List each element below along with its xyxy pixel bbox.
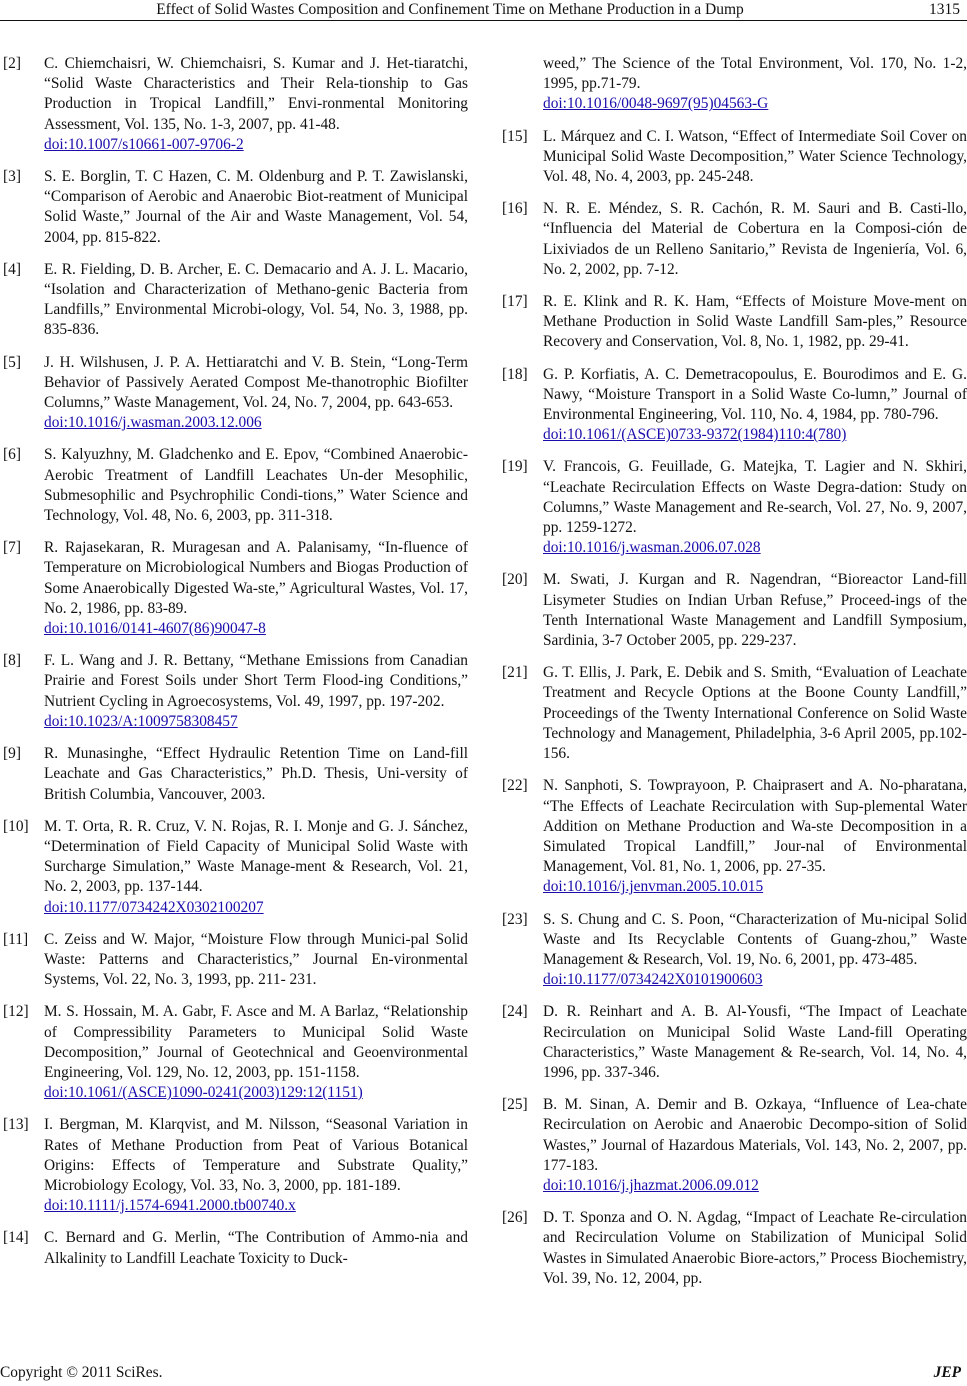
- reference-number: [19]: [502, 458, 528, 476]
- running-title: Effect of Solid Wastes Composition and Confinement Time on Methane Production in a Dump: [156, 1, 744, 18]
- reference-number: [11]: [3, 930, 29, 948]
- reference-number: [16]: [502, 200, 528, 218]
- reference-number: [24]: [502, 1003, 528, 1021]
- doi-link[interactable]: doi:10.1016/j.wasman.2003.12.006: [44, 414, 262, 432]
- doi-link[interactable]: doi:10.1007/s10661-007-9706-2: [44, 135, 244, 153]
- reference-text: J. H. Wilshusen, J. P. A. Hettiaratchi and V. B. Stein, “Long-Term Behavior of Passively Aerated Compost Me-thanotrophic Biofilter Columns,” Waste Management, Vol. 24, No. 7, 2004, pp. 643-653.: [44, 353, 468, 412]
- reference-item: [502, 365, 967, 446]
- reference-text: C. Zeiss and W. Major, “Moisture Flow through Munici-pal Solid Waste: Patterns and Characteristics,” Journal En-vironmental Systems, Vol. 22, No. 3, 1993, pp. 211- 231.: [44, 930, 468, 989]
- reference-text: D. R. Reinhart and A. B. Al-Yousfi, “The Impact of Leachate Recirculation on Municipal Solid Waste Land-fill Operating Characteristics,” Waste Management & Re-search, Vol. 14, No. 4, 1996, pp. 337-346.: [543, 1003, 967, 1081]
- reference-number: [5]: [3, 353, 21, 371]
- reference-item: [502, 1095, 967, 1196]
- reference-text: R. E. Klink and R. K. Ham, “Effects of Moisture Move-ment on Methane Production in Solid Waste Landfill Sam-ples,” Resource Recovery and Conservation, Vol. 8, No. 1, 1982, pp. 29-41.: [543, 293, 967, 351]
- reference-number: [12]: [3, 1003, 29, 1021]
- doi-link[interactable]: doi:10.1177/0734242X0302100207: [44, 898, 264, 916]
- reference-text: F. L. Wang and J. R. Bettany, “Methane Emissions from Canadian Prairie and Forest Soils under Short Term Flood-ing Conditions,” Nutrient Cycling in Agroecosystems, Vol. 49, 1997, pp. 197-202.: [44, 652, 468, 710]
- reference-text: R. Munasinghe, “Effect Hydraulic Retention Time on Land-fill Leachate and Gas Characteristics,” Ph.D. Thesis, Uni-versity of British Columbia, Vancouver, 2003.: [44, 745, 468, 803]
- reference-text: M. S. Hossain, M. A. Gabr, F. Asce and M. A Barlaz, “Relationship of Compressibility Parameters to Municipal Solid Waste Decomposition,” Journal of Geotechnical and Geoenvironmental Engineering, Vol. 129, No. 12, 2003, pp. 151-1158.: [44, 1003, 468, 1081]
- reference-number: [10]: [3, 817, 29, 835]
- reference-item: [3, 1002, 468, 1103]
- reference-number: [8]: [3, 652, 21, 670]
- reference-item: [3, 1228, 468, 1268]
- reference-item: [502, 663, 967, 764]
- reference-number: [3]: [3, 168, 21, 186]
- reference-number: [21]: [502, 664, 528, 682]
- doi-link[interactable]: doi:10.1061/(ASCE)1090-0241(2003)129:12(1151): [44, 1084, 363, 1102]
- reference-text: N. Sanphoti, S. Towprayoon, P. Chaiprasert and A. No-pharatana, “The Effects of Leachate Recirculation with Sup-plemental Water Addition on Methane Production and Wa-ste Decomposition in a Simulated Tropical Landfill,” Jour-nal of Environmental Management, Vol. 81, No. 1, 2006, pp. 27-35.: [543, 777, 967, 876]
- reference-item: [3, 445, 468, 526]
- reference-text: L. Márquez and C. I. Watson, “Effect of Intermediate Soil Cover on Municipal Solid Waste Decomposition,” Water Science Technology, Vol. 48, No. 4, 2003, pp. 245-248.: [543, 127, 967, 186]
- copyright-notice: Copyright © 2011 SciRes.: [0, 1364, 163, 1381]
- reference-number: [2]: [3, 55, 21, 72]
- reference-text: S. S. Chung and C. S. Poon, “Characterization of Mu-nicipal Solid Waste and Its Recyclable Contents of Guang-zhou,” Waste Management & Research, Vol. 19, No. 6, 2001, pp. 473-485.: [543, 910, 967, 968]
- reference-item: [3, 54, 468, 155]
- reference-number: [15]: [502, 127, 528, 145]
- reference-text: S. E. Borglin, T. C Hazen, C. M. Oldenburg and P. T. Zawislanski, “Comparison of Aerobic and Anaerobic Biot-reatment of Municipal Solid Waste,” Journal of the Air and Waste Management, Vol. 54, 2004, pp. 815-822.: [44, 168, 468, 246]
- reference-item: [3, 353, 468, 434]
- reference-item: [3, 1115, 468, 1216]
- reference-item: [502, 54, 967, 115]
- doi-link[interactable]: doi:10.1016/j.wasman.2006.07.028: [543, 539, 761, 557]
- reference-number: [4]: [3, 260, 21, 278]
- reference-text: B. M. Sinan, A. Demir and B. Ozkaya, “Influence of Lea-chate Recirculation on Aerobic and Anaerobic Decompo-sition of Solid Wastes,” Journal of Hazardous Materials, Vol. 143, No. 2, 2007, pp. 177-183.: [543, 1096, 967, 1174]
- reference-item: [502, 457, 967, 558]
- reference-item: [3, 538, 468, 639]
- reference-item: [502, 910, 967, 991]
- reference-number: [14]: [3, 1229, 29, 1247]
- reference-text: D. T. Sponza and O. N. Agdag, “Impact of Leachate Re-circulation and Recirculation Volume on Stabilization of Municipal Solid Wastes in Simulated Anaerobic Biore-actors,” Process Biochemistry, Vol. 39, No. 12, 2004, pp.: [543, 1209, 967, 1287]
- reference-text: N. R. E. Méndez, S. R. Cachón, R. M. Sauri and B. Casti-llo, “Influencia del Material de Cobertura en la Composi-ción de Lixiviados de un Relleno Sanitario,” Revista de Ingeniería, Vol. 6, No. 2, 2002, pp. 7-12.: [543, 200, 967, 278]
- reference-number: [18]: [502, 365, 528, 383]
- references-column-right: [502, 54, 967, 1301]
- page-header: [0, 0, 967, 22]
- header-rule: [0, 20, 967, 21]
- reference-number: [23]: [502, 910, 528, 928]
- doi-link[interactable]: doi:10.1023/A:1009758308457: [44, 712, 238, 730]
- doi-link[interactable]: doi:10.1016/j.jhazmat.2006.09.012: [543, 1176, 759, 1194]
- reference-text: weed,” The Science of the Total Environment, Vol. 170, No. 1-2, 1995, pp.71-79.: [543, 55, 967, 93]
- reference-number: [20]: [502, 571, 528, 589]
- reference-number: [7]: [3, 539, 21, 557]
- reference-text: C. Bernard and G. Merlin, “The Contribution of Ammo-nia and Alkalinity to Landfill Leachate Toxicity to Duck-: [44, 1229, 468, 1267]
- reference-text: V. Francois, G. Feuillade, G. Matejka, T. Lagier and N. Skhiri, “Leachate Recirculation Effects on Waste Degra-dation: Study on Columns,” Waste Management and Re-search, Vol. 27, No. 9, 2007, pp. 1259-1272.: [543, 458, 967, 537]
- reference-text: R. Rajasekaran, R. Muragesan and A. Palanisamy, “In-fluence of Temperature on Microbiological Numbers and Biogas Production of Some Anaerobically Digested Wa-ste,” Agricultural Wastes, Vol. 17, No. 2, 1986, pp. 83-89.: [44, 539, 468, 617]
- reference-item: [3, 930, 468, 991]
- reference-item: [502, 776, 967, 897]
- reference-item: [502, 127, 967, 188]
- reference-item: [3, 260, 468, 341]
- reference-number: [6]: [3, 446, 21, 464]
- reference-item: [502, 570, 967, 651]
- reference-number: [22]: [502, 777, 528, 795]
- page-number: 1315: [929, 1, 960, 18]
- reference-item: [502, 199, 967, 280]
- doi-link[interactable]: doi:10.1177/0734242X0101900603: [543, 971, 763, 989]
- reference-text: G. P. Korfiatis, A. C. Demetracopoulus, E. Bourodimos and E. G. Nawy, “Moisture Transport in a Solid Waste Co-lumn,” Journal of Environmental Engineering, Vol. 110, No. 4, 1984, pp. 780-796.: [543, 365, 967, 424]
- reference-number: [9]: [3, 745, 21, 763]
- reference-text: S. Kalyuzhny, M. Gladchenko and E. Epov, “Combined Anaerobic-Aerobic Treatment of Landfill Leachates Un-der Mesophilic, Submesophilic and Psychrophilic Condi-tions,” Water Science and Technology, Vol. 48, No. 6, 2003, pp. 311-318.: [44, 446, 468, 525]
- reference-text: M. Swati, J. Kurgan and R. Nagendran, “Bioreactor Land-fill Lisymeter Studies on Indian Urban Refuse,” Proceed-ings of the Tenth International Waste Management and Landfill Symposium, Sardinia, 3-7 October 2005, pp. 229-237.: [543, 571, 967, 650]
- reference-text: E. R. Fielding, D. B. Archer, E. C. Demacario and A. J. L. Macario, “Isolation and Characterization of Methano-genic Bacteria from Landfills,” Environmental Microbi-ology, Vol. 54, No. 3, 1988, pp. 835-836.: [44, 260, 468, 339]
- reference-item: [3, 651, 468, 732]
- journal-abbrev: JEP: [933, 1364, 961, 1381]
- doi-link[interactable]: doi:10.1061/(ASCE)0733-9372(1984)110:4(780): [543, 426, 847, 444]
- reference-number: [26]: [502, 1209, 528, 1227]
- doi-link[interactable]: doi:10.1016/j.jenvman.2005.10.015: [543, 878, 764, 896]
- reference-item: [502, 1002, 967, 1083]
- reference-text: I. Bergman, M. Klarqvist, and M. Nilsson, “Seasonal Variation in Rates of Methane Production from Peat of Various Botanical Origins: Effects of Temperature and Substrate Quality,” Microbiology Ecology, Vol. 33, No. 3, 2000, pp. 181-189.: [44, 1116, 468, 1194]
- reference-item: [502, 292, 967, 353]
- page-footer: [0, 1364, 967, 1384]
- reference-item: [3, 744, 468, 805]
- references-column-left: [3, 54, 468, 1281]
- reference-number: [13]: [3, 1116, 29, 1134]
- doi-link[interactable]: doi:10.1016/0141-4607(86)90047-8: [44, 620, 266, 638]
- reference-item: [3, 167, 468, 248]
- reference-number: [17]: [502, 293, 528, 311]
- doi-link[interactable]: doi:10.1016/0048-9697(95)04563-G: [543, 95, 769, 113]
- reference-text: C. Chiemchaisri, W. Chiemchaisri, S. Kumar and J. Het-tiaratchi, “Solid Waste Characteristics and Their Rela-tionship to Gas Production in Tropical Landfill,” Envi-ronmental Monitoring Assessment, Vol. 135, No. 1-3, 2007, pp. 41-48.: [44, 55, 468, 133]
- reference-text: G. T. Ellis, J. Park, E. Debik and S. Smith, “Evaluation of Leachate Treatment and Recycle Options at the Boone County Landfill,” Proceedings of the Twenty International Conference on Solid Waste Technology and Management, Philadelphia, 3-6 April 2005, pp.102-156.: [543, 664, 967, 763]
- doi-link[interactable]: doi:10.1111/j.1574-6941.2000.tb00740.x: [44, 1197, 296, 1215]
- reference-item: [502, 1208, 967, 1289]
- reference-item: [3, 817, 468, 918]
- reference-number: [25]: [502, 1096, 528, 1114]
- reference-text: M. T. Orta, R. R. Cruz, V. N. Rojas, R. I. Monje and G. J. Sánchez, “Determination of Field Capacity of Municipal Solid Waste with Surcharge Simulation,” Waste Manage-ment & Research, Vol. 21, No. 2, 2003, pp. 137-144.: [44, 817, 468, 896]
